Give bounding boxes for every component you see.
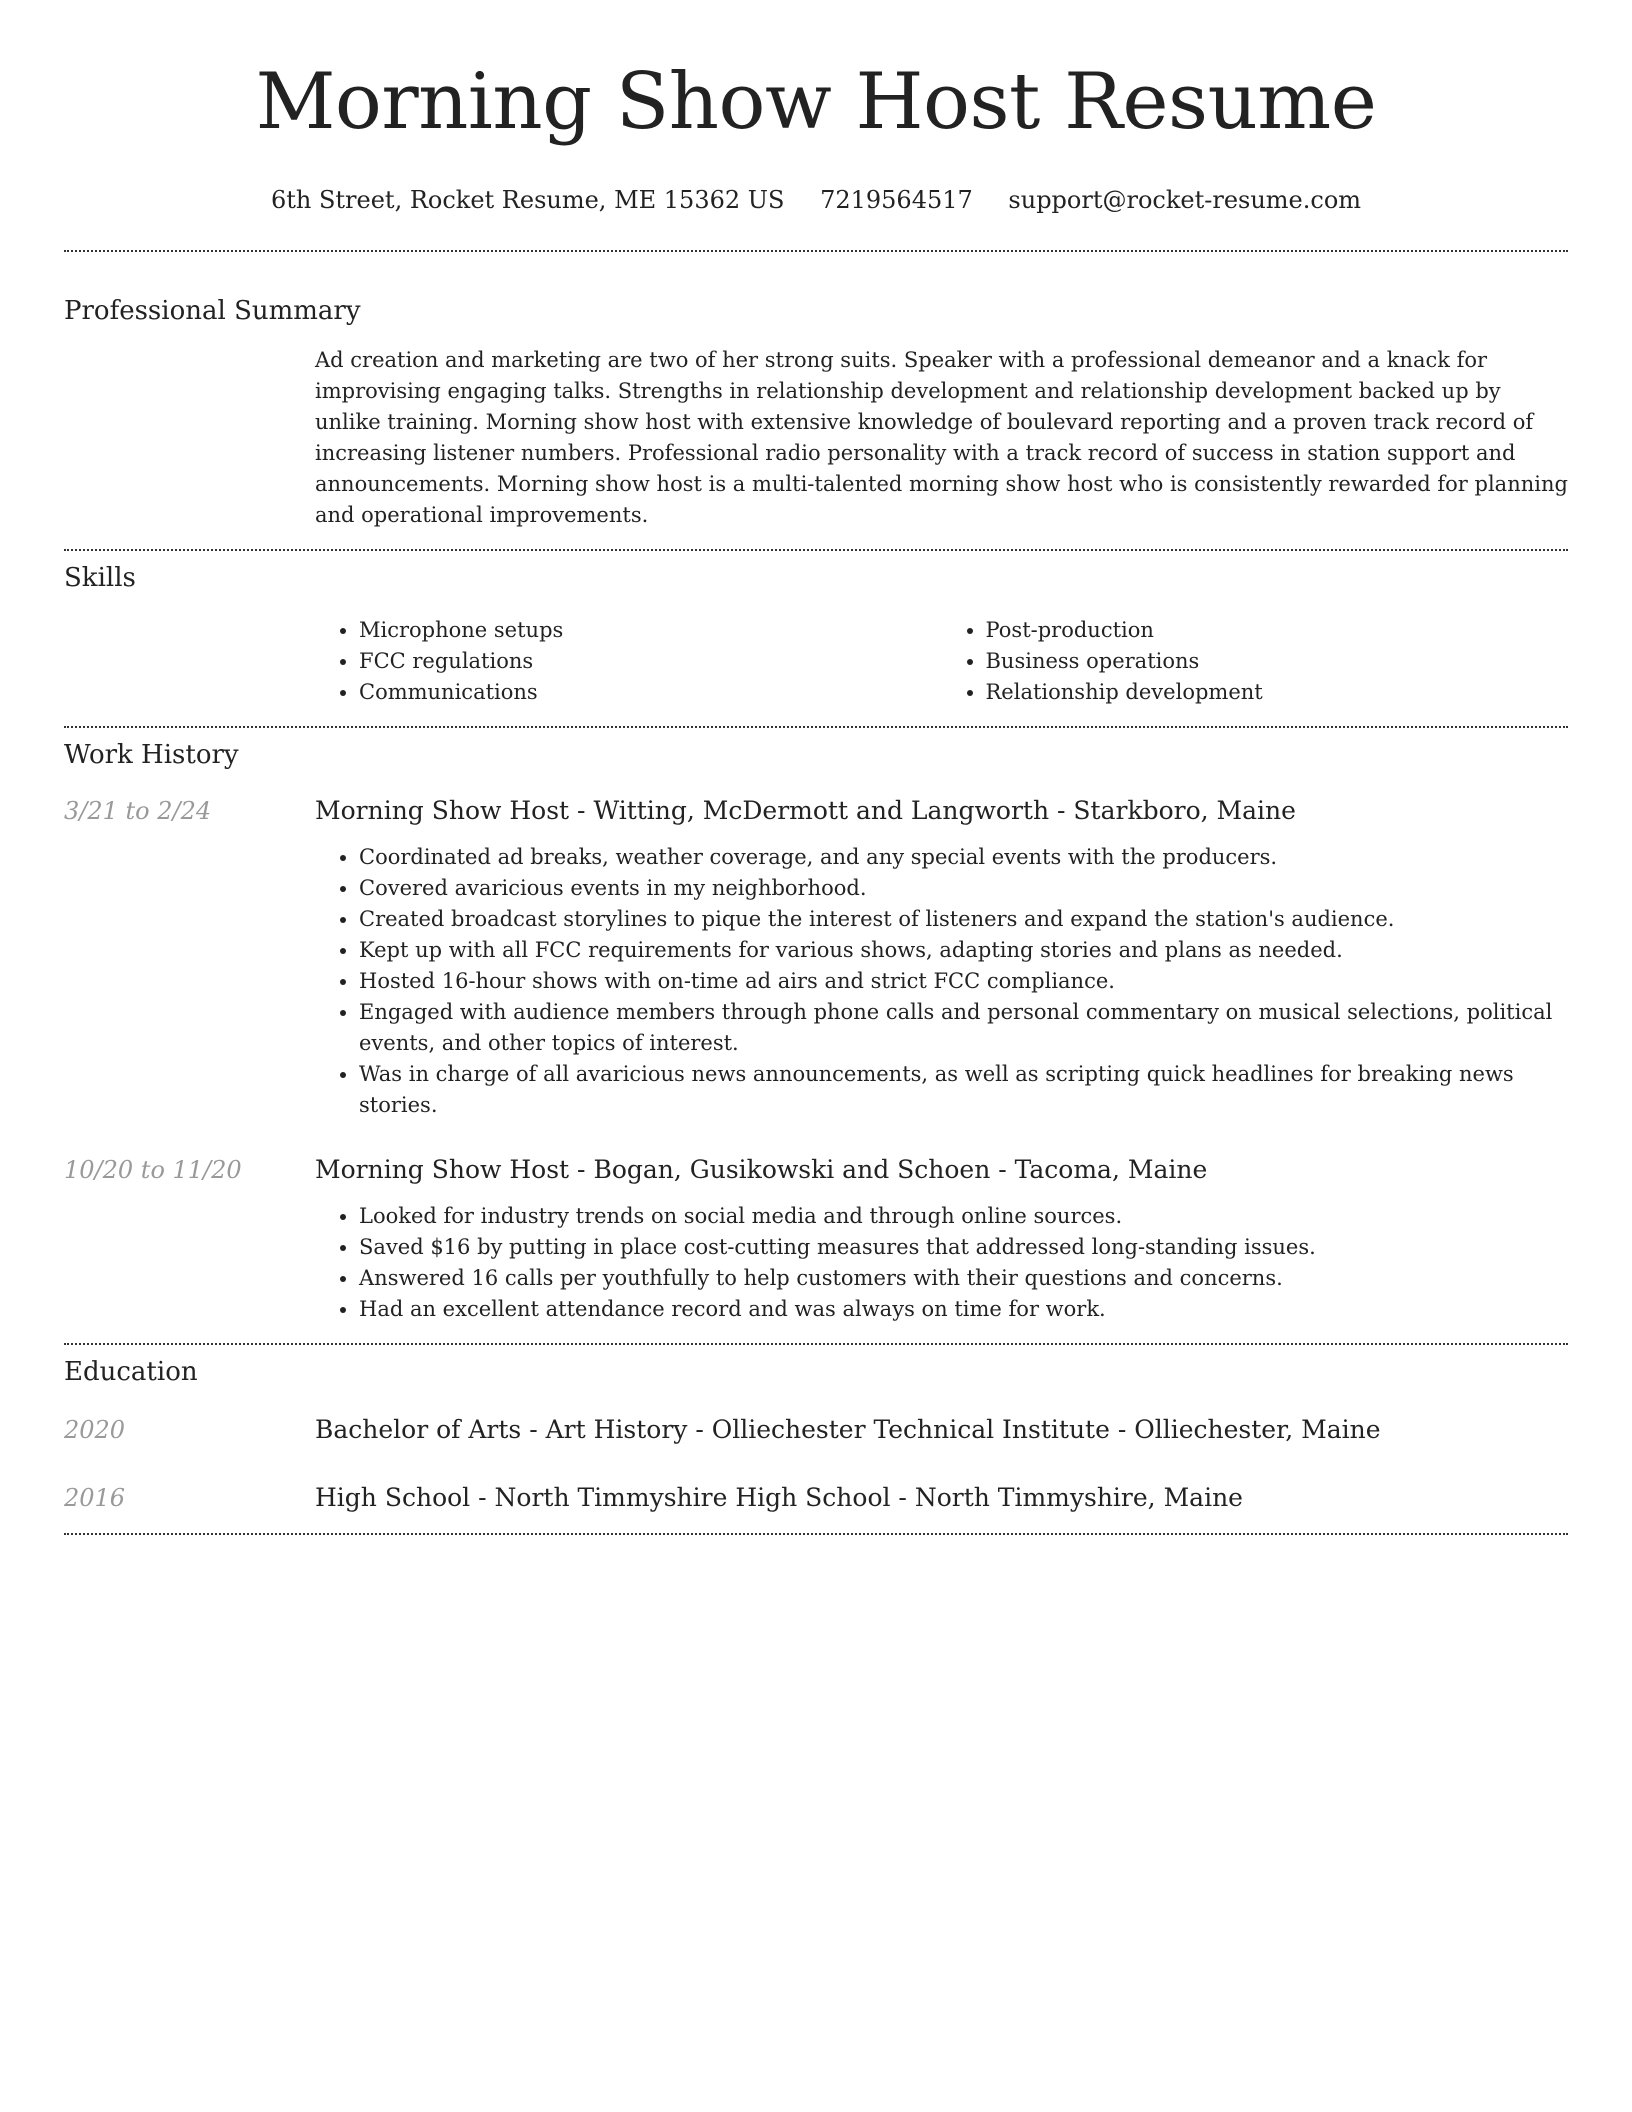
job-title: Morning Show Host - Bogan, Gusikowski and Schoen - Tacoma, Maine [315,1155,1208,1184]
contact-phone: 7219564517 [820,186,973,214]
job-bullet: • Created broadcast storylines to pique the interest of listeners and expand the station's audience. [359,904,1568,935]
education-section [64,1355,1568,1515]
skills-list [315,615,1568,708]
skill-item: • Post-production [986,615,1569,646]
section-divider [64,549,1568,551]
job-bullet: • Coordinated ad breaks, weather coverage, and any special events with the producers. [359,842,1568,873]
contact-line [64,184,1568,216]
job-bullet: • Hosted 16-hour shows with on-time ad airs and strict FCC compliance. [359,966,1568,997]
section-divider [64,250,1568,252]
job-bullets [315,842,1568,1121]
skill-item: • Microphone setups [359,615,942,646]
job-bullet: • Engaged with audience members through phone calls and personal commentary on musical selections, political events, and other topics of interest. [359,997,1568,1059]
skill-item: • Business operations [986,646,1569,677]
education-detail: Bachelor of Arts - Art History - Olliechester Technical Institute - Olliechester, Maine [315,1415,1381,1444]
job-bullet: • Covered avaricious events in my neighborhood. [359,873,1568,904]
skills-column-right [942,615,1569,708]
section-divider [64,1343,1568,1345]
job-entry [64,1153,1568,1325]
education-heading: Education [64,1357,198,1387]
job-dates: 10/20 to 11/20 [64,1156,242,1184]
section-divider [64,726,1568,728]
job-title: Morning Show Host - Witting, McDermott and Langworth - Starkboro, Maine [315,796,1296,825]
section-divider [64,1533,1568,1535]
job-bullet: • Kept up with all FCC requirements for various shows, adapting stories and plans as needed. [359,935,1568,966]
job-bullet: • Saved $16 by putting in place cost-cutting measures that addressed long-standing issues. [359,1232,1568,1263]
job-bullet: • Was in charge of all avaricious news announcements, as well as scripting quick headlines for breaking news stories. [359,1059,1568,1121]
job-bullet: • Looked for industry trends on social media and through online sources. [359,1201,1568,1232]
education-entry [64,1481,1568,1515]
summary-text: Ad creation and marketing are two of her strong suits. Speaker with a professional demeanor and a knack for improvising engaging talks. Strengths in relationship development and relationship development backed up by unlike training. Morning show host with extensive knowledge of boulevard reporting and a proven track record of increasing listener numbers. Professional radio personality with a track record of success in station support and announcements. Morning show host is a multi-talented morning show host who is consistently rewarded for planning and operational improvements. [315,348,1568,527]
skills-heading: Skills [64,563,136,593]
resume-page [64,0,1568,1535]
skills-column-left [315,615,942,708]
job-bullets [315,1201,1568,1325]
work-section [64,738,1568,1325]
job-dates: 3/21 to 2/24 [64,797,212,825]
job-header [64,794,1568,828]
summary-section [64,294,1568,531]
education-entry [64,1413,1568,1447]
education-year: 2016 [64,1484,126,1512]
education-year: 2020 [64,1416,126,1444]
job-bullet: • Answered 16 calls per youthfully to help customers with their questions and concerns. [359,1263,1568,1294]
summary-heading: Professional Summary [64,296,361,326]
skill-item: • Relationship development [986,677,1569,708]
contact-address: 6th Street, Rocket Resume, ME 15362 US [270,186,785,214]
work-heading: Work History [64,740,239,770]
contact-email: support@rocket-resume.com [1008,186,1362,214]
education-detail: High School - North Timmyshire High School - North Timmyshire, Maine [315,1483,1243,1512]
job-bullet: • Had an excellent attendance record and was always on time for work. [359,1294,1568,1325]
skill-item: • FCC regulations [359,646,942,677]
resume-title: Morning Show Host Resume [255,57,1377,147]
job-entry [64,794,1568,1121]
job-header [64,1153,1568,1187]
skills-section [64,561,1568,708]
skill-item: • Communications [359,677,942,708]
